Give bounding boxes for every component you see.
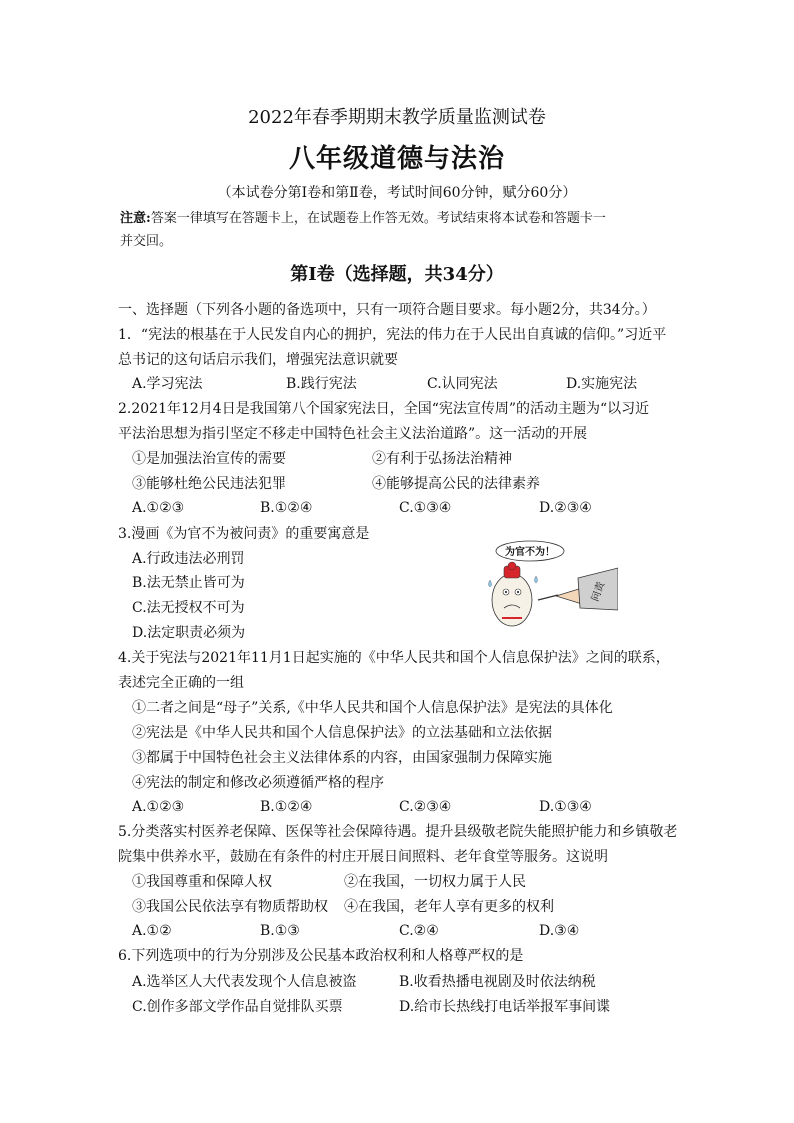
cartoon-sleeve-text: 问责 bbox=[589, 580, 608, 604]
q6-option-d: D.给市长热线打电话举报军事间谍 bbox=[399, 999, 611, 1015]
q4-option-b: B.①②④ bbox=[260, 799, 313, 815]
q2-statement-1: ①是加强法治宣传的需要 bbox=[132, 451, 286, 467]
q1-option-a: A.学习宪法 bbox=[132, 376, 203, 392]
q5-statement-4: ④在我国，老年人享有更多的权利 bbox=[344, 899, 554, 915]
q2-stem-line-2: 平法治思想为指引坚定不移走中国特色社会主义法治道路”。这一活动的开展 bbox=[118, 426, 588, 442]
q2-option-b: B.①②④ bbox=[260, 500, 313, 516]
cartoon-image bbox=[478, 540, 618, 628]
q4-statement-4: ④宪法的制定和修改必须遵循严格的程序 bbox=[132, 775, 384, 791]
q2-option-a: A.①②③ bbox=[132, 500, 185, 516]
cartoon-bubble-text: 为官不为！ bbox=[505, 547, 555, 558]
q1-option-d: D.实施宪法 bbox=[566, 376, 638, 392]
notice-label: 注意: bbox=[120, 211, 151, 226]
exam-subject-title: 八年级道德与法治 bbox=[288, 144, 505, 174]
q6-option-b: B.收看热播电视剧及时依法纳税 bbox=[399, 974, 596, 990]
section-instruction: 一、选择题（下列各小题的备选项中，只有一项符合题目要求。每小题2分，共34分。） bbox=[118, 302, 656, 318]
q2-option-c: C.①③④ bbox=[399, 500, 452, 516]
q1-stem-line-1: 1．“宪法的根基在于人民发自内心的拥护，宪法的伟力在于人民出自真诚的信仰。”习近平 bbox=[118, 327, 667, 343]
q6-option-a: A.选举区人大代表发现个人信息被盗 bbox=[132, 974, 357, 990]
q1-stem-line-2: 总书记的这句话启示我们，增强宪法意识就要 bbox=[118, 352, 398, 368]
q3-option-d: D.法定职责必须为 bbox=[132, 625, 246, 641]
notice-line-1 bbox=[120, 208, 680, 230]
q4-stem-line-2: 表述完全正确的一组 bbox=[118, 675, 244, 691]
q5-stem-line-1: 5.分类落实村医养老保障、医保等社会保障待遇。提升县级敬老院失能照护能力和乡镇敬老 bbox=[118, 824, 678, 840]
q5-option-d: D.③④ bbox=[539, 923, 580, 939]
q5-option-a: A.①② bbox=[132, 923, 172, 939]
q5-statement-3: ③我国公民依法享有物质帮助权 bbox=[132, 899, 328, 915]
q4-statement-2: ②宪法是《中华人民共和国个人信息保护法》的立法基础和立法依据 bbox=[132, 725, 552, 741]
q2-statement-4: ④能够提高公民的法律素养 bbox=[372, 476, 540, 492]
q3-option-b: B.法无禁止皆可为 bbox=[132, 575, 245, 591]
q5-statement-1: ①我国尊重和保障人权 bbox=[132, 874, 272, 890]
q5-statement-2: ②在我国，一切权力属于人民 bbox=[344, 874, 526, 890]
q1-option-c: C.认同宪法 bbox=[427, 376, 498, 392]
q4-stem-line-1: 4.关于宪法与2021年11月1日起实施的《中华人民共和国个人信息保护法》之间的联系， bbox=[118, 650, 670, 666]
q5-option-b: B.①③ bbox=[260, 923, 300, 939]
q6-option-c: C.创作多部文学作品自觉排队买票 bbox=[132, 999, 343, 1015]
q2-option-d: D.②③④ bbox=[539, 500, 592, 516]
q3-option-a: A.行政违法必刑罚 bbox=[132, 551, 245, 567]
q5-stem-line-2: 院集中供养水平，鼓励在有条件的村庄开展日间照料、老年食堂等服务。这说明 bbox=[118, 849, 608, 865]
exam-term-title: 2022年春季期期末教学质量监测试卷 bbox=[248, 107, 546, 128]
q4-option-d: D.①③④ bbox=[539, 799, 592, 815]
section-heading: 第Ⅰ卷（选择题，共34分） bbox=[290, 264, 504, 285]
q6-stem: 6.下列选项中的行为分别涉及公民基本政治权利和人格尊严权的是 bbox=[118, 948, 524, 964]
q4-option-c: C.②③④ bbox=[399, 799, 452, 815]
q4-statement-1: ①二者之间是“母子”关系,《中华人民共和国个人信息保护法》是宪法的具体化 bbox=[132, 700, 613, 716]
q5-option-c: C.②④ bbox=[399, 923, 439, 939]
q1-option-b: B.践行宪法 bbox=[286, 376, 357, 392]
q3-stem: 3.漫画《为官不为被问责》的重要寓意是 bbox=[118, 526, 370, 542]
exam-info-note: （本试卷分第Ⅰ卷和第Ⅱ卷，考试时间60分钟，赋分60分） bbox=[217, 185, 577, 201]
q3-option-c: C.法无授权不可为 bbox=[132, 600, 245, 616]
q2-statement-3: ③能够杜绝公民违法犯罪 bbox=[132, 476, 286, 492]
q4-option-a: A.①②③ bbox=[132, 799, 185, 815]
notice-text-1: 答案一律填写在答题卡上，在试题卷上作答无效。考试结束将本试卷和答题卡一 bbox=[150, 211, 606, 226]
notice-text-2: 并交回。 bbox=[120, 234, 173, 249]
q2-stem-line-1: 2.2021年12月4日是我国第八个国家宪法日，全国“宪法宣传周”的活动主题为“以习近 bbox=[118, 401, 650, 417]
q4-statement-3: ③都属于中国特色社会主义法律体系的内容，由国家强制力保障实施 bbox=[132, 750, 552, 766]
q2-statement-2: ②有利于弘扬法治精神 bbox=[372, 451, 512, 467]
